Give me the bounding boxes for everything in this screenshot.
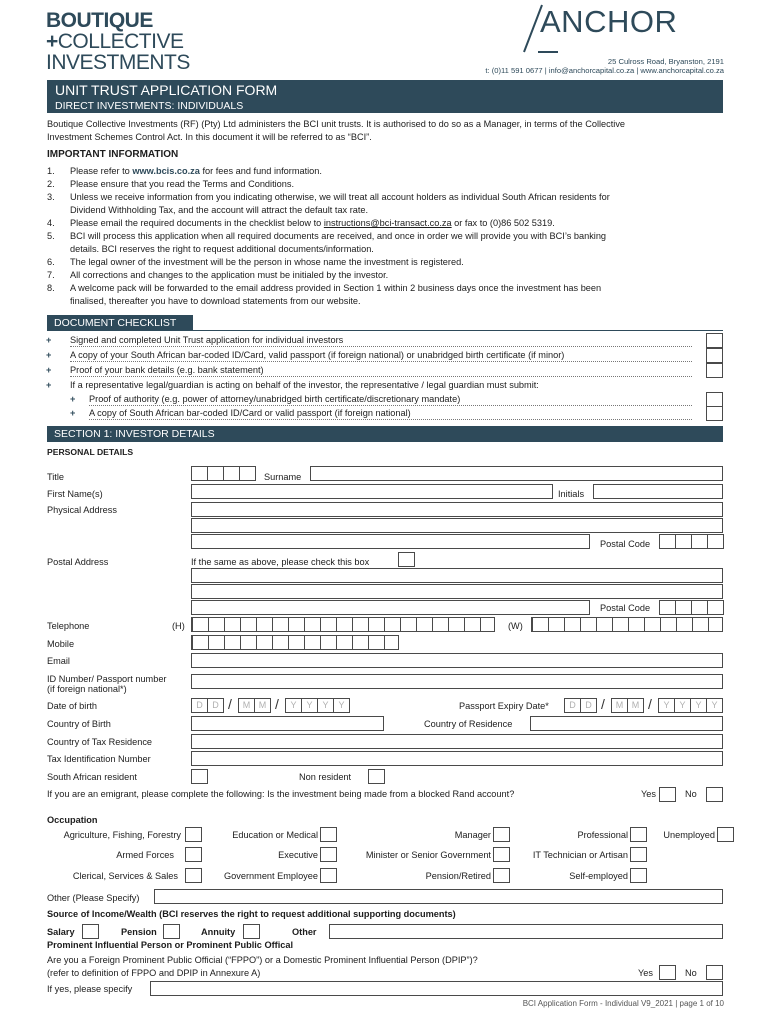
dob-label: Date of birth (47, 701, 98, 711)
physical-address-line-1[interactable] (191, 502, 723, 517)
important-item-5: BCI will process this application when all required documents are received, and once in order we will provide you with BCI’s banking (70, 231, 607, 241)
postal-code-3[interactable] (691, 600, 708, 615)
checklist-bar (47, 315, 193, 331)
src-pension-label: Pension (121, 927, 157, 937)
expiry-year-3[interactable]: Y (690, 698, 707, 713)
src-annuity-label: Annuity (201, 927, 236, 937)
src-other-label: Other (292, 927, 317, 937)
occ-agriculture-checkbox[interactable] (185, 827, 202, 842)
country-of-residence-field[interactable] (530, 716, 723, 731)
important-item-8-cont: finalised, thereafter you have to download statements from our website. (70, 296, 361, 306)
important-item-3-cont: Dividend Withholding Tax, and the account will attract the default tax rate. (70, 205, 369, 215)
occ-education-label: Education or Medical (232, 830, 318, 840)
non-resident-label: Non resident (299, 772, 352, 782)
fppo-yes-label: Yes (638, 968, 653, 978)
expiry-month-1[interactable]: M (611, 698, 628, 713)
fppo-question: Are you a Foreign Prominent Public Official (“FPPO”) or a Domestic Prominent Influential Person (DPIP”)? (47, 955, 478, 965)
intro-line-2: Investment Schemes Control Act. In this document it will be referred to as “BCI”. (47, 132, 372, 142)
src-other-field[interactable] (329, 924, 723, 939)
physical-address-line-2[interactable] (191, 518, 723, 533)
postal-code-2[interactable] (675, 600, 692, 615)
country-of-birth-field[interactable] (191, 716, 384, 731)
bullet-plus: + (46, 365, 52, 375)
physical-postal-code-label: Postal Code (600, 539, 651, 549)
title-box-4[interactable] (239, 466, 256, 481)
occ-clerical-label: Clerical, Services & Sales (72, 871, 178, 881)
fppo-reference: (refer to definition of FPPO and DPIP in Annexure A) (47, 968, 261, 978)
bullet-plus: + (46, 350, 52, 360)
occ-professional-checkbox[interactable] (630, 827, 647, 842)
tax-number-label: Tax Identification Number (47, 754, 151, 764)
instructions-email-link[interactable]: instructions@bci-transact.co.za (323, 218, 452, 228)
important-item-5-cont: details. BCI reserves the right to request additional documents/information. (70, 244, 374, 254)
title-label: Title (47, 472, 65, 482)
occ-government-label: Government Employee (224, 871, 318, 881)
section1-bar (47, 426, 723, 442)
bullet-plus: + (70, 394, 76, 404)
country-of-residence-label: Country of Residence (424, 719, 513, 729)
bci-logo-line3: INVESTMENTS (46, 51, 190, 74)
sa-resident-checkbox[interactable] (191, 769, 208, 784)
src-salary-label: Salary (47, 927, 75, 937)
blocked-rand-no-checkbox[interactable] (706, 787, 723, 802)
other-occupation-label: Other (Please Specify) (47, 893, 140, 903)
tax-residence-field[interactable] (191, 734, 723, 749)
src-salary-checkbox[interactable] (82, 924, 99, 939)
occ-pension-checkbox[interactable] (493, 868, 510, 883)
checklist-item-1: Signed and completed Unit Trust application for individual investors (70, 335, 692, 347)
blocked-rand-yes-label: Yes (641, 789, 656, 799)
country-of-birth-label: Country of Birth (47, 719, 111, 729)
postal-code-1[interactable] (659, 600, 676, 615)
occ-government-checkbox[interactable] (320, 868, 337, 883)
expiry-year-1[interactable]: Y (658, 698, 675, 713)
source-of-income-heading: Source of Income/Wealth (BCI reserves the right to request additional supporting documents) (47, 909, 456, 919)
initials-field[interactable] (593, 484, 723, 499)
work-phone-field[interactable] (531, 617, 723, 632)
initials-label: Initials (558, 489, 585, 499)
same-as-above-label: If the same as above, please check this box (191, 557, 370, 567)
fppo-no-checkbox[interactable] (706, 965, 723, 980)
item-number: 6. (47, 257, 55, 267)
bci-logo-line2: COLLECTIVE (57, 30, 184, 53)
surname-label: Surname (264, 472, 302, 482)
physical-address-line-3[interactable] (191, 534, 590, 549)
occ-professional-label: Professional (577, 830, 628, 840)
anchor-logo-text: ANCHOR (540, 4, 678, 39)
checklist-checkbox-5[interactable] (706, 406, 723, 421)
expiry-day-1[interactable]: D (564, 698, 581, 713)
checklist-checkbox-2[interactable] (706, 348, 723, 363)
if-yes-field[interactable] (150, 981, 723, 996)
form-title: UNIT TRUST APPLICATION FORM (55, 82, 278, 98)
checklist-rule (193, 330, 723, 331)
important-item-3: Unless we receive information from you indicating otherwise, we will treat all account holders as individual South African residents for (70, 192, 610, 202)
sa-resident-label: South African resident (47, 772, 137, 782)
dob-slash-2: / (275, 696, 279, 712)
item-number: 5. (47, 231, 55, 241)
postal-code-label: Postal Code (600, 603, 651, 613)
dob-month-1[interactable]: M (238, 698, 255, 713)
important-item-7: All corrections and changes to the application must be initialed by the investor. (70, 270, 389, 280)
checklist-heading: DOCUMENT CHECKLIST (54, 317, 177, 329)
dob-day-1[interactable]: D (191, 698, 208, 713)
surname-field[interactable] (310, 466, 723, 481)
work-phone-label: (W) (508, 621, 523, 631)
form-subtitle: DIRECT INVESTMENTS: INDIVIDUALS (55, 100, 244, 112)
physical-postal-code-3[interactable] (691, 534, 708, 549)
non-resident-checkbox[interactable] (368, 769, 385, 784)
id-number-label: ID Number/ Passport number (47, 674, 167, 684)
occ-self-employed-label: Self-employed (569, 871, 628, 881)
dob-day-2[interactable]: D (207, 698, 224, 713)
title-box-2[interactable] (207, 466, 224, 481)
important-item-4: Please email the required documents in the checklist below to instructions@bci-transact.co.za or fax to (0)86 502 5319. (70, 218, 555, 228)
postal-address-label: Postal Address (47, 557, 109, 567)
ppi-heading: Prominent Influential Person or Prominent Public Offical (47, 940, 294, 950)
important-item-1: Please refer to www.bcis.co.za for fees and fund information. (70, 166, 322, 176)
checklist-checkbox-3[interactable] (706, 363, 723, 378)
title-box-3[interactable] (223, 466, 240, 481)
occ-education-checkbox[interactable] (320, 827, 337, 842)
same-as-above-checkbox[interactable] (398, 552, 415, 567)
physical-postal-code-4[interactable] (707, 534, 724, 549)
checklist-item-2: A copy of your South African bar-coded ID/Card, valid passport (if foreign national) or unabridged birth certificate (if minor) (70, 350, 692, 362)
physical-address-label: Physical Address (47, 505, 117, 515)
postal-address-line-3[interactable] (191, 600, 590, 615)
dob-year-2[interactable]: Y (301, 698, 318, 713)
postal-code-4[interactable] (707, 600, 724, 615)
occ-it-technician-checkbox[interactable] (630, 847, 647, 862)
page-footer: BCI Application Form - Individual V9_2021 | page 1 of 10 (522, 999, 724, 1008)
expiry-year-4[interactable]: Y (706, 698, 723, 713)
other-occupation-field[interactable] (154, 889, 723, 904)
telephone-label: Telephone (47, 621, 90, 631)
mobile-label: Mobile (47, 639, 75, 649)
expiry-slash-1: / (601, 696, 605, 712)
title-box-1[interactable] (191, 466, 208, 481)
occ-manager-checkbox[interactable] (493, 827, 510, 842)
bcis-link[interactable]: www.bcis.co.za (132, 166, 200, 176)
occ-executive-label: Executive (278, 850, 318, 860)
checklist-subitem-2: A copy of South African bar-coded ID/Card or valid passport (if foreign national) (89, 408, 692, 420)
item-number: 1. (47, 166, 55, 176)
checklist-checkbox-1[interactable] (706, 333, 723, 348)
mobile-field[interactable] (191, 635, 399, 650)
cross-icon: + (46, 30, 58, 53)
expiry-year-2[interactable]: Y (674, 698, 691, 713)
home-phone-label: (H) (172, 621, 185, 631)
item-number: 4. (47, 218, 55, 228)
occ-self-employed-checkbox[interactable] (630, 868, 647, 883)
postal-address-line-1[interactable] (191, 568, 723, 583)
occ-minister-checkbox[interactable] (493, 847, 510, 862)
occ-executive-checkbox[interactable] (320, 847, 337, 862)
item-number: 8. (47, 283, 55, 293)
occupation-heading: Occupation (47, 815, 98, 825)
dob-year-3[interactable]: Y (317, 698, 334, 713)
occ-clerical-checkbox[interactable] (185, 868, 202, 883)
anchor-address: 25 Culross Road, Bryanston, 2191 (607, 57, 724, 66)
physical-postal-code-1[interactable] (659, 534, 676, 549)
src-pension-checkbox[interactable] (163, 924, 180, 939)
important-item-6: The legal owner of the investment will be the person in whose name the investment is registered. (70, 257, 464, 267)
important-item-2: Please ensure that you read the Terms and Conditions. (70, 179, 295, 189)
first-names-label: First Name(s) (47, 489, 103, 499)
dob-year-4[interactable]: Y (333, 698, 350, 713)
email-label: Email (47, 656, 70, 666)
tax-residence-label: Country of Tax Residence (47, 737, 153, 747)
item-number: 3. (47, 192, 55, 202)
first-names-field[interactable] (191, 484, 553, 499)
dob-year-1[interactable]: Y (285, 698, 302, 713)
dob-slash-1: / (228, 696, 232, 712)
item-number: 7. (47, 270, 55, 280)
checklist-checkbox-4[interactable] (706, 392, 723, 407)
emigrant-question: If you are an emigrant, please complete the following: Is the investment being made from a blocked Rand account? (47, 789, 515, 799)
if-yes-label: If yes, please specify (47, 984, 133, 994)
expiry-slash-2: / (648, 696, 652, 712)
src-annuity-checkbox[interactable] (243, 924, 260, 939)
postal-address-line-2[interactable] (191, 584, 723, 599)
important-item-8: A welcome pack will be forwarded to the email address provided in Section 1 within 2 business days once the investment has been (70, 283, 602, 293)
checklist-item-4: If a representative legal/guardian is acting on behalf of the investor, the representative / legal guardian must submit: (70, 380, 539, 390)
form-title-bar (47, 80, 723, 113)
fppo-no-label: No (685, 968, 697, 978)
occ-pension-label: Pension/Retired (425, 871, 491, 881)
physical-postal-code-2[interactable] (675, 534, 692, 549)
home-phone-field[interactable] (191, 617, 495, 632)
id-number-sublabel: (if foreign national*) (47, 684, 127, 694)
blocked-rand-no-label: No (685, 789, 697, 799)
occ-armed-forces-label: Armed Forces (116, 850, 174, 860)
expiry-month-2[interactable]: M (627, 698, 644, 713)
id-number-field[interactable] (191, 674, 723, 689)
bci-logo-line1: BOUTIQUE (46, 9, 153, 32)
dob-month-2[interactable]: M (254, 698, 271, 713)
occ-minister-label: Minister or Senior Government (365, 850, 491, 860)
item-number: 2. (47, 179, 55, 189)
anchor-contact: t: (0)11 591 0677 | info@anchorcapital.co.za | www.anchorcapital.co.za (485, 66, 724, 75)
bullet-plus: + (70, 408, 76, 418)
intro-line-1: Boutique Collective Investments (RF) (Pty) Ltd administers the BCI unit trusts. It is authorised to do so as a Manager, in terms of the Collective (47, 119, 626, 129)
tax-number-field[interactable] (191, 751, 723, 766)
bullet-plus: + (46, 380, 52, 390)
section1-heading: SECTION 1: INVESTOR DETAILS (54, 428, 215, 440)
passport-expiry-label: Passport Expiry Date* (459, 701, 549, 711)
personal-details-heading: PERSONAL DETAILS (47, 447, 134, 457)
bullet-plus: + (46, 335, 52, 345)
fppo-yes-checkbox[interactable] (659, 965, 676, 980)
checklist-item-3: Proof of your bank details (e.g. bank statement) (70, 365, 692, 377)
occ-manager-label: Manager (454, 830, 491, 840)
occ-it-technician-label: IT Technician or Artisan (532, 850, 628, 860)
checklist-subitem-1: Proof of authority (e.g. power of attorney/unabridged birth certificate/discretionary mandate) (89, 394, 692, 406)
expiry-day-2[interactable]: D (580, 698, 597, 713)
occ-armed-forces-checkbox[interactable] (185, 847, 202, 862)
occ-agriculture-label: Agriculture, Fishing, Forestry (63, 830, 181, 840)
bci-logo (46, 10, 190, 73)
occ-unemployed-checkbox[interactable] (717, 827, 734, 842)
anchor-logo (520, 2, 710, 54)
email-field[interactable] (191, 653, 723, 668)
occ-unemployed-label: Unemployed (663, 830, 715, 840)
important-heading: IMPORTANT INFORMATION (47, 149, 179, 160)
blocked-rand-yes-checkbox[interactable] (659, 787, 676, 802)
